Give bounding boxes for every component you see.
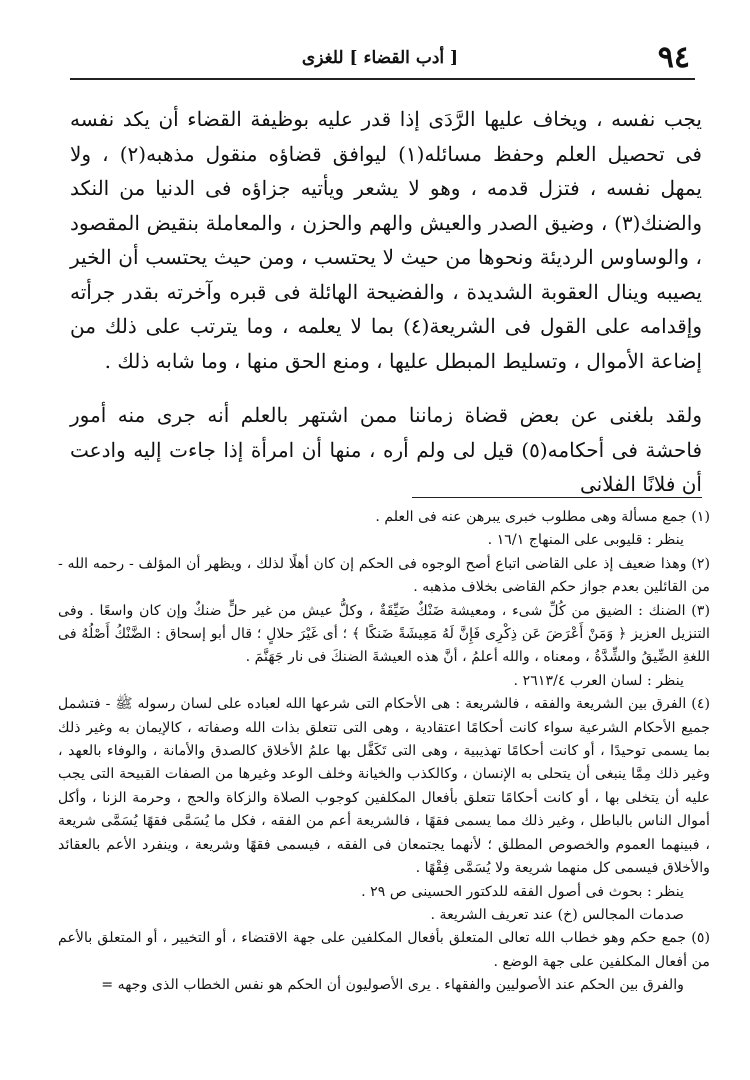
footnote-4-reference-2: صدمات المجالس (خ) عند تعريف الشريعة . xyxy=(430,906,684,923)
footnotes-section xyxy=(58,506,710,998)
footnote-5: (٥) جمع حكم وهو خطاب الله تعالى المتعلق بأفعال المكلفين على جهة الاقتضاء ، أو التخيير ، أو المتعلق بالأعم من أفعال المكلفين على جهة الوضع . xyxy=(58,930,710,970)
footnote-5-continuation: والفرق بين الحكم عند الأصوليين والفقهاء . يرى الأصوليون أن الحكم هو نفس الخطاب الذى وجهه = xyxy=(101,977,684,994)
footnote-1: (١) جمع مسألة وهى مطلوب خبرى يبرهن عنه فى العلم . xyxy=(375,509,710,525)
footnote-4: (٤) الفرق بين الشريعة والفقه ، فالشريعة : هى الأحكام التى شرعها الله لعباده على لسان رسوله ﷺ - فتشمل جميع الأحكام الشرعية سواء كانت أحكامًا اعتقادية ، وهى التى تتعلق بذات الله وصفاته ، كالإيمان به وغير ذلك بما يسمى توحيدًا ، أو كانت أحكامًا تهذيبية ، وهى التى تَكَفَّل بها علمُ الأخلاق كالصدق والأمانة ، والوفاء بالعهد ، وغير ذلك مِمَّا ينبغى أن يتحلى به الإنسان ، وكالكذب والخيانة وخلف الوعد وغيرها من الصفات القبيحة التى يجب عليه أن يتخلى بها ، أو كانت أحكامًا تتعلق بأفعال المكلفين كوجوب الصلاة والزكاة والحج ، وحرمة الزنا ، وأكل أموال الناس بالباطل ، وغير ذلك مما يسمى فقهًا ، فالشريعة أعم من الفقه ، فكل ما يُسَمَّى فقهًا يُسَمَّى شريعة ، فبينهما العموم والخصوص المطلق ؛ لأنهما يجتمعان فى الفقه ، فيسمى فقهًا وشريعة ، وينفرد الأعم بالعقائد والأخلاق فيسمى كل منهما شريعة ولا يُسَمَّى فِقْهًا . xyxy=(58,696,710,877)
page-number: ٩٤ xyxy=(657,40,690,75)
footnote-3-reference: ينظر : لسان العرب ٢٦١٣/٤ . xyxy=(513,672,684,689)
footnote-4-reference: ينظر : بحوث فى أصول الفقه للدكتور الحسينى ص ٢٩ . xyxy=(361,883,684,900)
footnote-separator xyxy=(412,497,702,498)
body-paragraph: ولقد بلغنى عن بعض قضاة زماننا ممن اشتهر بالعلم أنه جرى منه أمور فاحشة فى أحكامه(٥) قيل لى ولم أره ، منها أن امرأة إذا جاءت إليه وادعت أن فلانًا الفلانى xyxy=(70,403,703,496)
footnote-2: (٢) وهذا ضعيف إذ على القاضى اتباع أصح الوجوه فى الحكم إن كان أهلًا لذلك ، ويظهر أن المؤلف - رحمه الله - من القائلين بعدم جواز حكم القاضى بخلاف مذهبه . xyxy=(58,555,710,596)
body-paragraph: يجب نفسه ، ويخاف عليها الرَّدَى إذا قدر عليه بوظيفة القضاء أن يكد نفسه فى تحصيل العلم وحفظ مسائله(١) ليوافق قضاؤه منقول مذهبه(٢) ، ولا يمهل نفسه ، فتزل قدمه ، وهو لا يشعر ويأتيه جزاؤه فى الدنيا من النكد والضنك(٣) ، وضيق الصدر والعيش والهم والحزن ، والمعاملة بنقيض المقصود ، والوساوس الرديئة ونحوها من حيث لا يحتسب ، ومن حيث يحتسب أن الخير يصيبه وينال العقوبة الشديدة ، والفضيحة الهائلة فى قبره وآخرته بقدر جرأته وإقدامه على القول فى الشريعة(٤) بما لا يعلمه ، وما يترتب على ذلك من إضاعة الأموال ، وتسليط المبطل عليها ، ومنع الحق منها ، وما شابه ذلك . xyxy=(70,107,702,373)
running-title: [ أدب القضاء ] للغزى xyxy=(301,48,459,68)
page-header xyxy=(70,38,690,78)
footnote-1-reference: ينظر : قليوبى على المنهاج ١٦/١ . xyxy=(487,532,684,549)
main-text xyxy=(70,102,702,502)
footnote-3: (٣) الضنك : الضيق من كُلِّ شىء ، ومعيشة ضَنْكٌ ضَيِّقَةٌ ، وكلُّ عيش من غير حلٍّ ضنكٌ وإن كان واسعًا . وفى التنزيل العزيز ﴿ وَمَنْ أَعْرَضَ عَن ذِكْرِى فَإِنَّ لَهُ مَعِيشَةً ضَنكًا ﴾ ؛ أى غَيْرَ حلالٍ ؛ قال أبو إسحاق : الضَّنْكُ أَصْلُهُ فى اللغةِ الضِّيقُ والشِّدَّةُ ، ومعناه ، والله أعلمُ ، أنَّ هذه العيشةَ الضنكَ فى نار جَهَنَّمَ . xyxy=(58,602,710,666)
header-rule xyxy=(70,78,695,80)
